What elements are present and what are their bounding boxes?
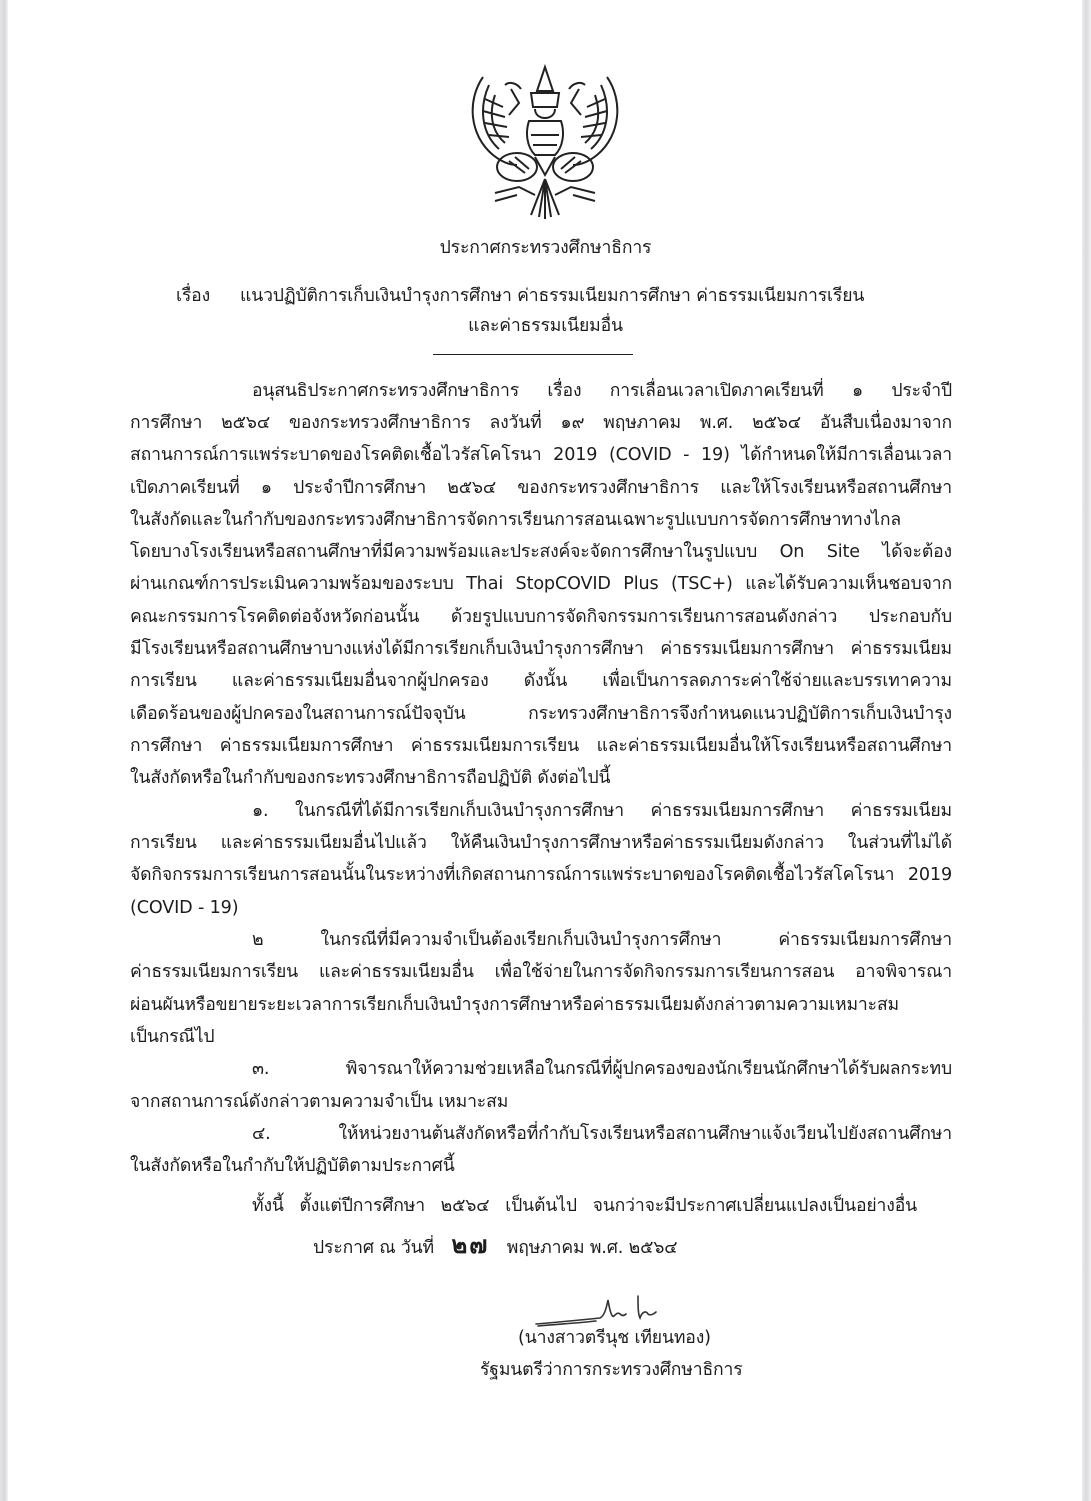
preamble-line: การศึกษา ค่าธรรมเนียมการศึกษา ค่าธรรมเนียมการเรียน และค่าธรรมเนียมอื่นให้โรงเรียนหรือสถานศึกษา <box>130 736 952 756</box>
preamble-line: โดยบางโรงเรียนหรือสถานศึกษาที่มีความพร้อมและประสงค์จะจัดการศึกษาในรูปแบบ On Site ได้จะต้อง <box>130 542 952 562</box>
clause-1-line: จัดกิจกรรมการเรียนการสอนนั้นในระหว่างที่เกิดสถานการณ์การแพร่ระบาดของโรคติดเชื้อไวรัสโคโรนา 2019 <box>130 865 952 885</box>
clause-1-line: การเรียน และค่าธรรมเนียมอื่นไปแล้ว ให้คืนเงินบำรุงการศึกษาหรือค่าธรรมเนียมดังกล่าว ในส่วนที่ไม่ได้ <box>130 833 952 853</box>
clause-3-line: ๓. พิจารณาให้ความช่วยเหลือในกรณีที่ผู้ปกครองของนักเรียนนักศึกษาได้รับผลกระทบ <box>252 1059 952 1079</box>
clause-2-line: ผ่อนผันหรือขยายระยะเวลาการเรียกเก็บเงินบำรุงการศึกษาหรือค่าธรรมเนียมดังกล่าวตามความเหมาะสม <box>130 995 899 1015</box>
clause-2-line: ค่าธรรมเนียมการเรียน และค่าธรรมเนียมอื่น เพื่อใช้จ่ายในการจัดกิจกรรมการเรียนการสอน อาจพิจารณา <box>130 962 952 982</box>
preamble-line: ในสังกัดหรือในกำกับของกระทรวงศึกษาธิการถือปฏิบัติ ดังต่อไปนี้ <box>130 768 611 788</box>
clause-3-line: จากสถานการณ์ดังกล่าวตามความจำเป็น เหมาะสม <box>130 1092 509 1112</box>
page-edge-shadow-left <box>0 0 8 1501</box>
title-divider <box>433 354 633 355</box>
preamble-line: มีโรงเรียนหรือสถานศึกษาบางแห่งได้มีการเรียกเก็บเงินบำรุงการศึกษา ค่าธรรมเนียมการศึกษา ค่าธรรมเนียม <box>130 639 952 659</box>
clause-1-line: ๑. ในกรณีที่ได้มีการเรียกเก็บเงินบำรุงการศึกษา ค่าธรรมเนียมการศึกษา ค่าธรรมเนียม <box>252 801 952 821</box>
clause-2-line: ๒ ในกรณีที่มีความจำเป็นต้องเรียกเก็บเงินบำรุงการศึกษา ค่าธรรมเนียมการศึกษา <box>252 930 952 950</box>
preamble-line: ผ่านเกณฑ์การประเมินความพร้อมของระบบ Thai StopCOVID Plus (TSC+) และได้รับความเห็นชอบจาก <box>130 574 952 594</box>
signatory-name: (นางสาวตรีนุช เทียนทอง) <box>518 1328 711 1348</box>
preamble-line: เดือดร้อนของผู้ปกครองในสถานการณ์ปัจจุบัน กระทรวงศึกษาธิการจึงกำหนดแนวปฏิบัติการเก็บเงินบำรุง <box>130 704 952 724</box>
document-heading: ประกาศกระทรวงศึกษาธิการ <box>439 238 652 258</box>
preamble-line: อนุสนธิประกาศกระทรวงศึกษาธิการ เรื่อง การเลื่อนเวลาเปิดภาคเรียนที่ ๑ ประจำปี <box>252 381 952 401</box>
signatory-position: รัฐมนตรีว่าการกระทรวงศึกษาธิการ <box>480 1360 743 1380</box>
date-day: ๒๗ <box>451 1231 490 1259</box>
preamble-line: คณะกรรมการโรคติดต่อจังหวัดก่อนนั้น ด้วยรูปแบบการจัดกิจกรรมการเรียนการสอนดังกล่าว ประกอบกับ <box>130 607 952 627</box>
effective-clause: ทั้งนี้ ตั้งแต่ปีการศึกษา ๒๕๖๔ เป็นต้นไป จนกว่าจะมีประกาศเปลี่ยนแปลงเป็นอย่างอื่น <box>252 1196 917 1216</box>
subject-label: เรื่อง <box>176 286 211 306</box>
clause-4-line: ๔. ให้หน่วยงานต้นสังกัดหรือที่กำกับโรงเรียนหรือสถานศึกษาแจ้งเวียนไปยังสถานศึกษา <box>252 1124 952 1144</box>
subject-line-1: แนวปฏิบัติการเก็บเงินบำรุงการศึกษา ค่าธรรมเนียมการศึกษา ค่าธรรมเนียมการเรียน <box>240 286 865 306</box>
subject-line-2: และค่าธรรมเนียมอื่น <box>468 316 623 336</box>
date-prefix: ประกาศ ณ วันที่ <box>313 1238 434 1258</box>
preamble-line: เปิดภาคเรียนที่ ๑ ประจำปีการศึกษา ๒๕๖๔ ของกระทรวงศึกษาธิการ และให้โรงเรียนหรือสถานศึกษา <box>130 478 952 498</box>
clause-2-line: เป็นกรณีไป <box>130 1027 215 1047</box>
preamble-line: ในสังกัดและในกำกับของกระทรวงศึกษาธิการจัดการเรียนการสอนเฉพาะรูปแบบการจัดการศึกษาทางไกล <box>130 510 901 530</box>
clause-4-line: ในสังกัดหรือในกำกับให้ปฏิบัติตามประกาศนี้ <box>130 1156 455 1176</box>
announcement-date <box>313 1233 677 1260</box>
garuda-emblem-icon <box>445 55 645 225</box>
preamble-line: สถานการณ์การแพร่ระบาดของโรคติดเชื้อไวรัสโคโรนา 2019 (COVID - 19) ได้กำหนดให้มีการเลื่อนเวลา <box>130 445 952 465</box>
preamble-line: การเรียน และค่าธรรมเนียมอื่นจากผู้ปกครอง ดังนั้น เพื่อเป็นการลดภาระค่าใช้จ่ายและบรรเทาความ <box>130 671 952 691</box>
date-month-year: พฤษภาคม พ.ศ. ๒๕๖๔ <box>506 1238 678 1258</box>
clause-1-line: (COVID - 19) <box>130 898 239 918</box>
page-edge-shadow-right <box>1082 0 1091 1501</box>
preamble-line: การศึกษา ๒๕๖๔ ของกระทรวงศึกษาธิการ ลงวันที่ ๑๙ พฤษภาคม พ.ศ. ๒๕๖๔ อันสืบเนื่องมาจาก <box>130 413 952 433</box>
